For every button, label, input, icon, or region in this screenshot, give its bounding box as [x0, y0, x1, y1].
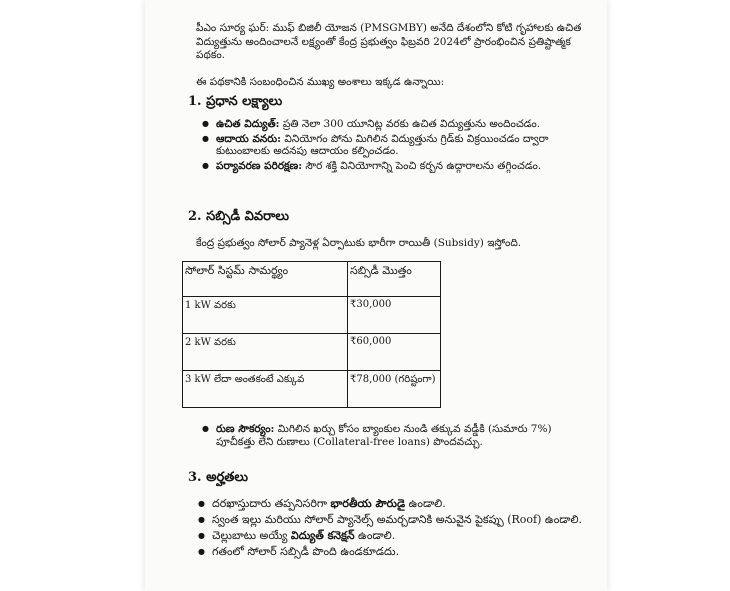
intro-paragraph: పీఎం సూర్య ఘర్: ముఫ్ బిజిలీ యోజన (PMSGMBY) అనేది దేశంలోని కోటి గృహాలకు ఉచిత విద్యుత్తును అందించాలనే లక్ష్యంతో కేంద్ర ప్రభుత్వం ఫిబ్రవరి 2024లో ప్రారంభించిన ప్రతిష్టాత్మక పథకం.	[196, 22, 582, 61]
item-label: ఆదాయ వనరు:	[216, 132, 282, 145]
section-heading-subsidy: 2. సబ్సిడీ వివరాలు	[188, 209, 290, 224]
table-row	[183, 371, 441, 408]
subsidy-lead: కేంద్ర ప్రభుత్వం సోలార్ ప్యానెళ్ల ఏర్పాటుకు భారీగా రాయితీ (Subsidy) ఇస్తోంది.	[196, 237, 522, 249]
list-item: ● చెల్లుబాటు అయ్యే విద్యుత్ కనెక్షన్ ఉండాలి.	[198, 529, 598, 542]
table-cell: 1 kW వరకు	[183, 297, 348, 334]
subsidy-table	[182, 261, 441, 408]
section-heading-objectives: 1. ప్రధాన లక్ష్యాలు	[188, 94, 283, 109]
item-label: ఉచిత విద్యుత్:	[216, 118, 280, 130]
table-row	[183, 297, 441, 334]
section-heading-eligibility: 3. అర్హతలు	[188, 470, 249, 485]
table-header-row	[183, 262, 441, 297]
table-row	[183, 334, 441, 371]
table-cell: 3 kW లేదా అంతకంటే ఎక్కువ	[183, 371, 348, 408]
item-text: సౌర శక్తి వినియోగాన్ని పెంచి కర్బన ఉద్గారాలను తగ్గించడం.	[302, 159, 542, 172]
list-item	[202, 160, 582, 173]
key-points-lead: ఈ పథకానికి సంబంధించిన ముఖ్య అంశాలు ఇక్కడ ఉన్నాయి:	[196, 76, 445, 88]
table-header-capacity: సోలార్ సిస్టమ్ సామర్థ్యం	[183, 262, 348, 297]
list-item	[202, 423, 582, 448]
table-cell: ₹78,000 (గరిష్టంగా)	[348, 371, 441, 408]
list-item: ● గతంలో సోలార్ సబ్సిడీ పొంది ఉండకూడదు.	[198, 545, 598, 558]
list-item	[202, 133, 582, 158]
objectives-list	[202, 118, 582, 174]
item-label: పర్యావరణ పరిరక్షణ:	[216, 159, 303, 172]
item-label: రుణ సౌకర్యం:	[216, 423, 275, 435]
table-cell: ₹30,000	[348, 297, 441, 334]
eligibility-list	[198, 497, 598, 561]
list-item: ● దరఖాస్తుదారు తప్పనిసరిగా భారతీయ పౌరుడై ఉండాలి.	[198, 497, 598, 510]
table-cell: ₹60,000	[348, 334, 441, 371]
table-cell: 2 kW వరకు	[183, 334, 348, 371]
list-item	[202, 118, 582, 131]
loan-list	[202, 423, 582, 450]
item-text: వినియోగం పోను మిగిలిన విద్యుత్తును గ్రిడ్‌కు విక్రయించడం ద్వారా కుటుంబాలకు అదనపు ఆదాయం కల్పించడం.	[216, 132, 549, 157]
item-text: ప్రతి నెలా 300 యూనిట్ల వరకు ఉచిత విద్యుత్తును అందించడం.	[279, 118, 541, 130]
table-header-amount: సబ్సిడీ మొత్తం	[348, 262, 441, 297]
list-item: ● స్వంత ఇల్లు మరియు సోలార్ ప్యానెల్స్ అమర్చడానికి అనువైన పైకప్పు (Roof) ఉండాలి.	[198, 513, 598, 526]
item-text: మిగిలిన ఖర్చు కోసం బ్యాంకుల నుండి తక్కువ వడ్డీకి (సుమారు 7%) పూచీకత్తు లేని రుణాలు (Collateral-free loans) పొందవచ్చు.	[216, 423, 552, 448]
